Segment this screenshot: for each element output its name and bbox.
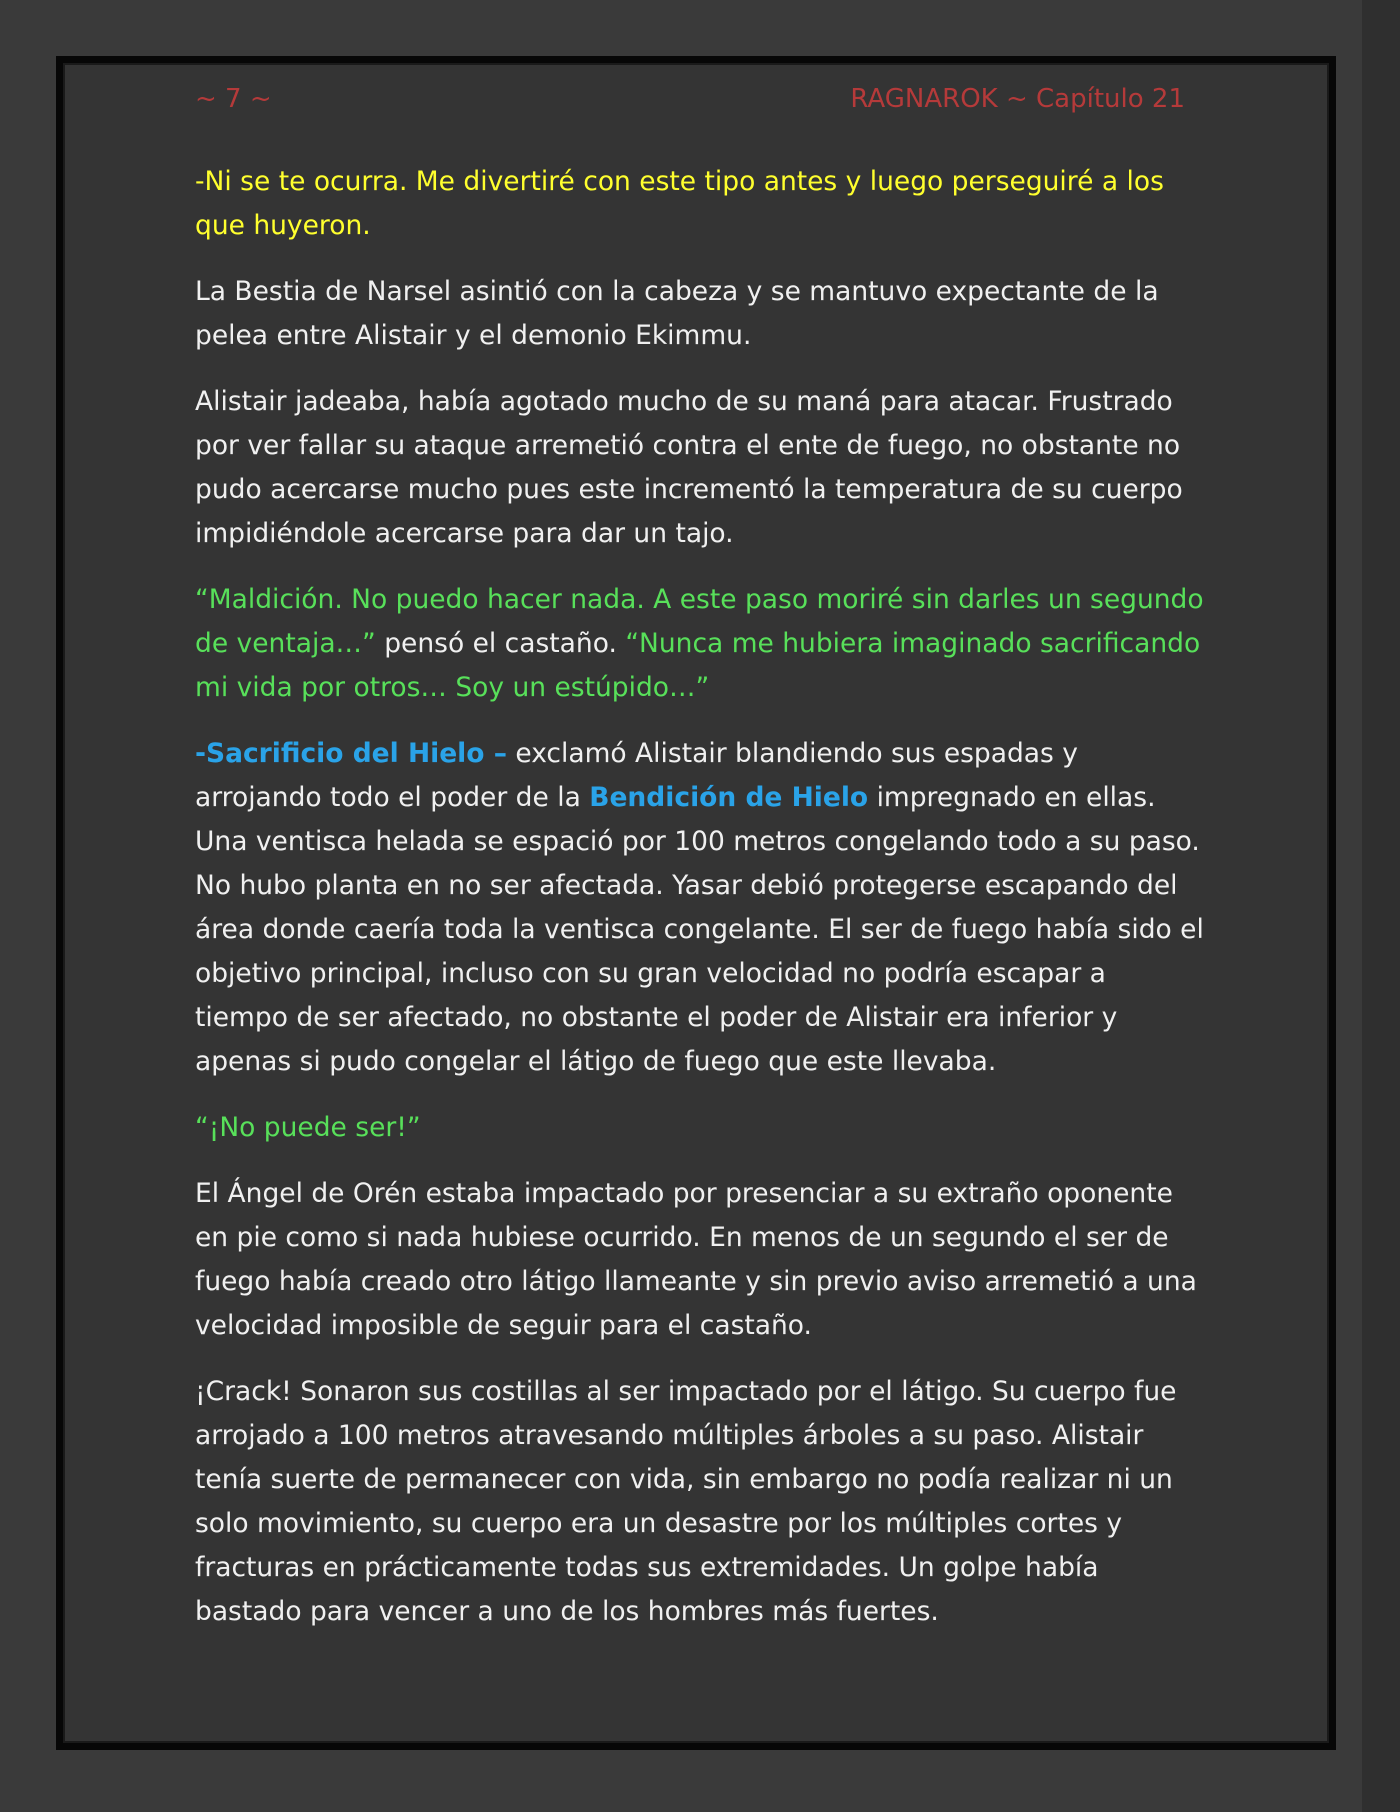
page-edge bbox=[1362, 0, 1400, 1812]
paragraph-technique bbox=[195, 732, 1205, 1084]
dialogue-text: -Ni se te ocurra. Me divertiré con este tipo antes y luego perseguiré a los que huyeron. bbox=[195, 166, 1164, 241]
paragraph bbox=[195, 270, 1205, 358]
thought-text: “Maldición. No puedo hacer nada. A este paso moriré sin darles un segundo de ventaja…” bbox=[195, 584, 1204, 659]
paragraph-thought bbox=[195, 578, 1205, 710]
paragraph-thought bbox=[195, 1106, 1205, 1150]
page-header bbox=[195, 84, 1185, 120]
chapter-body bbox=[195, 160, 1205, 1656]
paragraph-text: exclamó Alistair blandiendo sus espadas y arrojando todo el poder de la bbox=[195, 738, 1078, 813]
paragraph-text: Alistair jadeaba, había agotado mucho de su maná para atacar. Frustrado por ver fallar su ataque arremetió contra el ente de fuego, no obstante no pudo acercarse mucho pues este incrementó la temperatura de su cuerpo impidiéndole acercarse para dar un tajo. bbox=[195, 386, 1183, 549]
page-number: ~ 7 ~ bbox=[195, 84, 272, 114]
paragraph bbox=[195, 380, 1205, 556]
paragraph bbox=[195, 1370, 1205, 1634]
paragraph-text: ¡Crack! Sonaron sus costillas al ser impactado por el látigo. Su cuerpo fue arrojado a 100 metros atravesando múltiples árboles a su paso. Alistair tenía suerte de permanecer con vida, sin embargo no podía realizar ni un solo movimiento, su cuerpo era un desastre por los múltiples cortes y fracturas en prácticamente todas sus extremidades. Un golpe había bastado para vencer a uno de los hombres más fuertes. bbox=[195, 1376, 1177, 1627]
paragraph-dialogue bbox=[195, 160, 1205, 248]
paragraph-text: El Ángel de Orén estaba impactado por presenciar a su extraño oponente en pie como si nada hubiese ocurrido. En menos de un segundo el ser de fuego había creado otro látigo llameante y sin previo aviso arremetió a una velocidad imposible de seguir para el castaño. bbox=[195, 1178, 1197, 1341]
paragraph bbox=[195, 1172, 1205, 1348]
paragraph-text: impregnado en ellas. Una ventisca helada se espació por 100 metros congelando todo a su paso. No hubo planta en no ser afectada. Yasar debió protegerse escapando del área donde caería toda la ventisca congelante. El ser de fuego había sido el objetivo principal, incluso con su gran velocidad no podría escapar a tiempo de ser afectado, no obstante el poder de Alistair era inferior y apenas si pudo congelar el látigo de fuego que este llevaba. bbox=[195, 782, 1204, 1077]
running-title: RAGNAROK ~ Capítulo 21 bbox=[850, 84, 1185, 114]
thought-text: “¡No puede ser!” bbox=[195, 1112, 421, 1143]
narration-text: pensó el castaño. bbox=[375, 628, 626, 659]
paragraph-text: La Bestia de Narsel asintió con la cabeza y se mantuvo expectante de la pelea entre Alistair y el demonio Ekimmu. bbox=[195, 276, 1159, 351]
technique-name: -Sacrificio del Hielo – bbox=[195, 738, 507, 769]
thought-text: “Nunca me hubiera imaginado sacrificando mi vida por otros… Soy un estúpido…” bbox=[195, 628, 1201, 703]
blessing-name: Bendición de Hielo bbox=[589, 782, 869, 813]
